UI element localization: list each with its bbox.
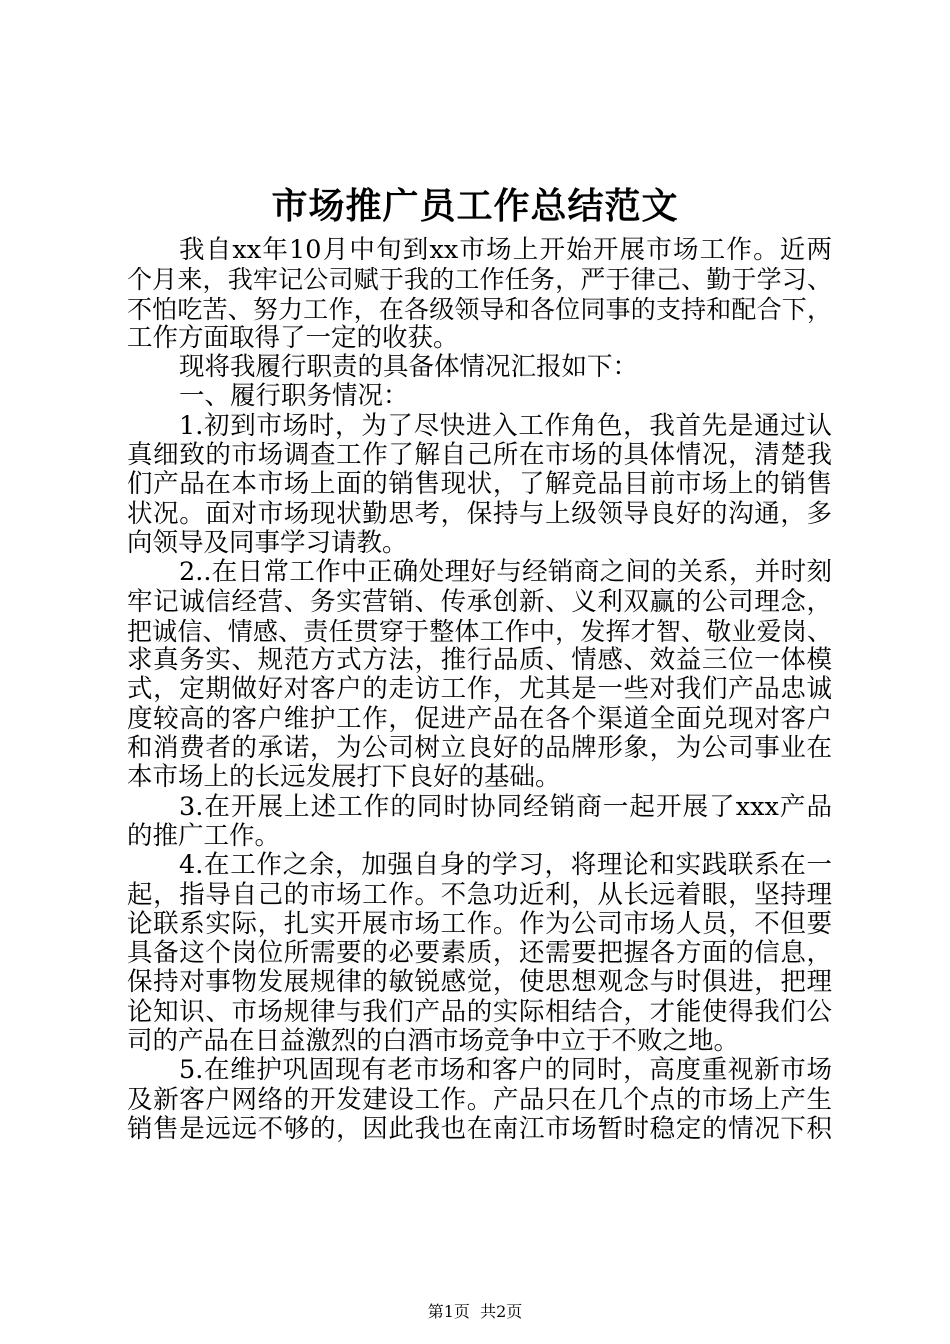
text-line: 不怕吃苦、努力工作，在各级领导和各位同事的支持和配合下， bbox=[127, 294, 832, 324]
page-footer bbox=[0, 1302, 950, 1322]
text-line: 状况。面对市场现状勤思考，保持与上级领导良好的沟通，多 bbox=[127, 498, 832, 529]
footer-separator bbox=[470, 1302, 480, 1321]
text-line: 3.在开展上述工作的同时协同经销商一起开展了xxx产品 bbox=[179, 791, 832, 822]
text-line: 的推广工作。 bbox=[127, 820, 281, 851]
text-line: 论知识、市场规律与我们产品的实际相结合，才能使得我们公 bbox=[127, 996, 832, 1027]
text-line: 5.在维护巩固现有老市场和客户的同时，高度重视新市场 bbox=[179, 1055, 832, 1086]
text-line: 4.在工作之余，加强自身的学习，将理论和实践联系在一 bbox=[179, 850, 832, 881]
text-line: 一、履行职务情况： bbox=[179, 381, 409, 412]
text-line: 起，指导自己的市场工作。不急功近利，从长远着眼，坚持理 bbox=[127, 879, 832, 910]
text-line: 工作方面取得了一定的收获。 bbox=[127, 322, 459, 353]
text-line: 把诚信、情感、责任贯穿于整体工作中，发挥才智、敬业爱岗、 bbox=[127, 616, 832, 646]
text-line: 和消费者的承诺，为公司树立良好的品牌形象，为公司事业在 bbox=[127, 733, 832, 764]
text-line: 向领导及同事学习请教。 bbox=[127, 527, 408, 558]
text-line: 个月来，我牢记公司赋于我的工作任务，严于律己、勤于学习、 bbox=[127, 265, 832, 295]
text-line: 2..在日常工作中正确处理好与经销商之间的关系，并时刻 bbox=[179, 557, 832, 588]
text-line: 销售是远远不够的，因此我也在南江市场暂时稳定的情况下积 bbox=[127, 1113, 832, 1144]
text-line: 式，定期做好对客户的走访工作，尤其是一些对我们产品忠诚 bbox=[127, 674, 832, 705]
text-line: 现将我履行职责的具备体情况汇报如下： bbox=[179, 352, 639, 383]
text-line: 保持对事物发展规律的敏锐感觉，使思想观念与时俱进，把理 bbox=[127, 967, 832, 998]
text-line: 本市场上的长远发展打下良好的基础。 bbox=[127, 762, 561, 793]
page-total: 共2页 bbox=[480, 1302, 523, 1321]
text-line: 具备这个岗位所需要的必要素质，还需要把握各方面的信息， bbox=[127, 938, 832, 969]
document-title: 市场推广员工作总结范文 bbox=[271, 185, 679, 227]
text-line: 求真务实、规范方式方法，推行品质、情感、效益三位一体模 bbox=[127, 645, 832, 676]
text-line: 度较高的客户维护工作，促进产品在各个渠道全面兑现对客户 bbox=[127, 703, 832, 734]
text-line: 我自xx年10月中旬到xx市场上开始开展市场工作。近两 bbox=[179, 235, 832, 265]
text-line: 牢记诚信经营、务实营销、传承创新、义利双赢的公司理念， bbox=[127, 586, 832, 617]
page-number: 第1页 bbox=[427, 1302, 470, 1321]
text-line: 1.初到市场时，为了尽快进入工作角色，我首先是通过认 bbox=[179, 410, 832, 441]
text-line: 真细致的市场调查工作了解自己所在市场的具体情况，清楚我 bbox=[127, 440, 832, 471]
text-line: 司的产品在日益激烈的白酒市场竞争中立于不败之地。 bbox=[127, 1026, 740, 1057]
text-line: 们产品在本市场上面的销售现状，了解竞品目前市场上的销售 bbox=[127, 469, 832, 500]
text-line: 论联系实际，扎实开展市场工作。作为公司市场人员，不但要 bbox=[127, 908, 832, 939]
text-line: 及新客户网络的开发建设工作。产品只在几个点的市场上产生 bbox=[127, 1084, 832, 1115]
document-body bbox=[127, 236, 832, 1144]
